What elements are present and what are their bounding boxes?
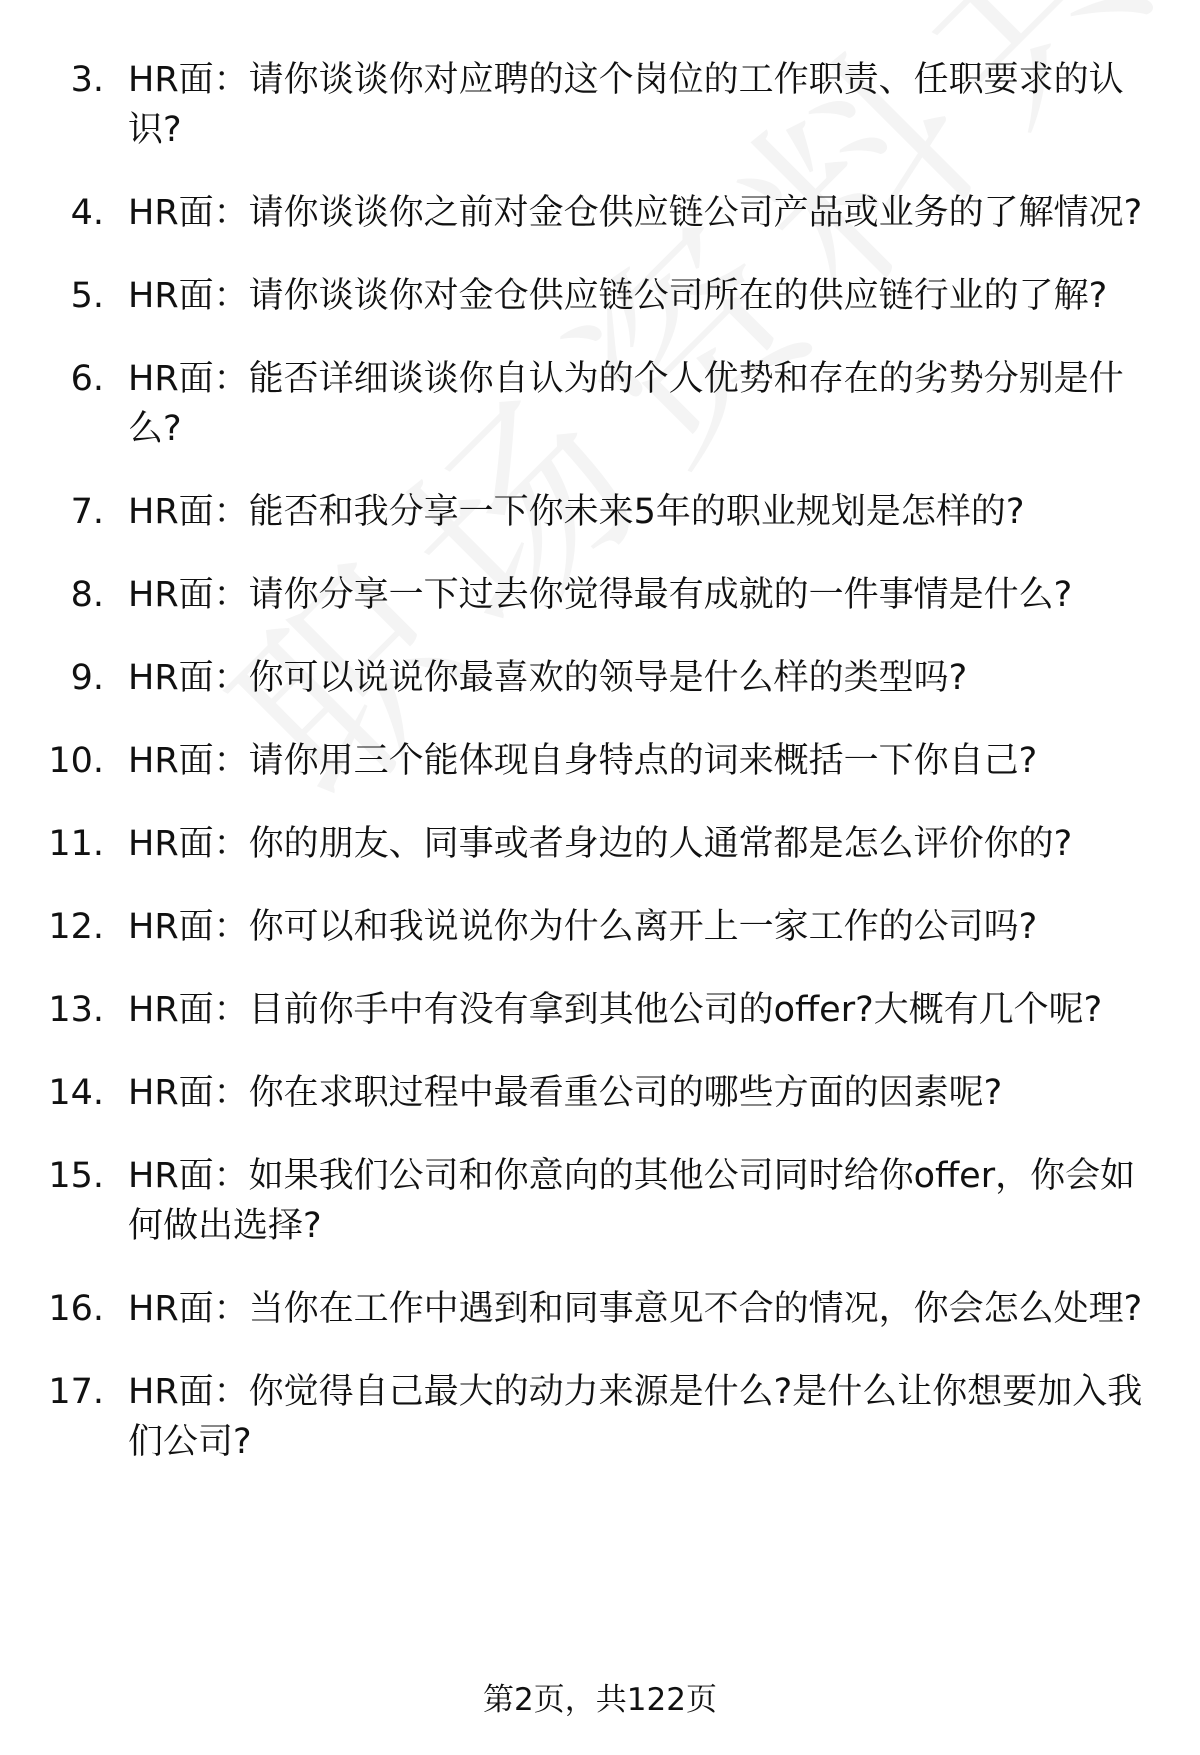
list-item	[0, 653, 1200, 703]
list-item	[0, 487, 1200, 537]
item-text: HR面：你可以说说你最喜欢的领导是什么样的类型吗?	[128, 658, 968, 698]
list-item	[0, 1284, 1200, 1334]
list-item	[0, 188, 1200, 238]
item-text: HR面：请你谈谈你之前对金仓供应链公司产品或业务的了解情况?	[128, 193, 1143, 233]
list-item	[0, 271, 1200, 321]
item-text: HR面：请你谈谈你对金仓供应链公司所在的供应链行业的了解?	[128, 276, 1108, 316]
item-number: 7.	[70, 492, 104, 532]
item-text: HR面：你在求职过程中最看重公司的哪些方面的因素呢?	[128, 1073, 1003, 1113]
page-footer: 第2页，共122页	[483, 1682, 717, 1718]
list-item	[0, 570, 1200, 620]
item-number: 12.	[48, 907, 104, 947]
item-text: HR面：请你分享一下过去你觉得最有成就的一件事情是什么?	[128, 575, 1073, 615]
list-item	[0, 1151, 1200, 1251]
item-text: HR面：请你谈谈你对应聘的这个岗位的工作职责、任职要求的认识?	[128, 60, 1124, 150]
item-text: HR面：你觉得自己最大的动力来源是什么?是什么让你想要加入我们公司?	[128, 1372, 1143, 1462]
item-number: 4.	[70, 193, 104, 233]
item-number: 15.	[48, 1156, 104, 1196]
item-number: 14.	[48, 1073, 104, 1113]
item-number: 10.	[48, 741, 104, 781]
item-number: 8.	[70, 575, 104, 615]
item-text: HR面：你可以和我说说你为什么离开上一家工作的公司吗?	[128, 907, 1038, 947]
item-number: 3.	[70, 60, 104, 100]
item-number: 6.	[70, 359, 104, 399]
list-item	[0, 55, 1200, 155]
item-number: 11.	[48, 824, 104, 864]
question-list	[0, 55, 1200, 1500]
item-text: HR面：当你在工作中遇到和同事意见不合的情况，你会怎么处理?	[128, 1289, 1143, 1329]
list-item	[0, 985, 1200, 1035]
item-text: HR面：请你用三个能体现自身特点的词来概括一下你自己?	[128, 741, 1038, 781]
item-text: HR面：目前你手中有没有拿到其他公司的offer?大概有几个呢?	[128, 990, 1103, 1030]
item-text: HR面：能否详细谈谈你自认为的个人优势和存在的劣势分别是什么?	[128, 359, 1124, 449]
item-text: HR面：你的朋友、同事或者身边的人通常都是怎么评价你的?	[128, 824, 1073, 864]
item-text: HR面：如果我们公司和你意向的其他公司同时给你offer，你会如何做出选择?	[128, 1156, 1136, 1246]
list-item	[0, 1068, 1200, 1118]
item-number: 5.	[70, 276, 104, 316]
item-number: 16.	[48, 1289, 104, 1329]
item-number: 17.	[48, 1372, 104, 1412]
item-number: 13.	[48, 990, 104, 1030]
list-item	[0, 902, 1200, 952]
list-item	[0, 736, 1200, 786]
item-number: 9.	[70, 658, 104, 698]
item-text: HR面：能否和我分享一下你未来5年的职业规划是怎样的?	[128, 492, 1025, 532]
list-item	[0, 1367, 1200, 1467]
list-item	[0, 354, 1200, 454]
list-item	[0, 819, 1200, 869]
